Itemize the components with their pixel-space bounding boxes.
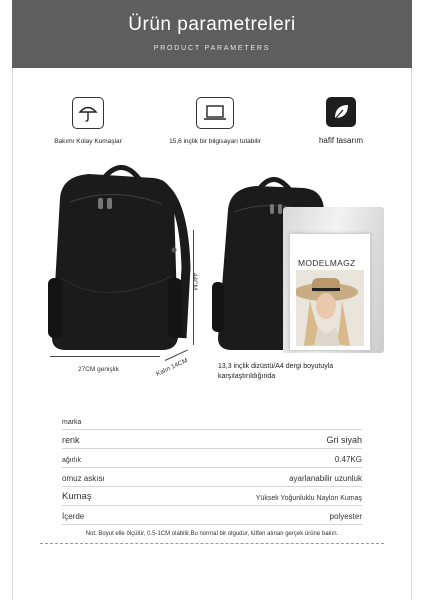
feature-label: 15,6 inçlik bir bilgisayarı tutabilir [169, 138, 261, 145]
spec-key: renk [62, 435, 80, 445]
feature-laptop [150, 97, 280, 145]
frame-border-right [411, 68, 412, 600]
magazine-image [289, 233, 371, 351]
magazine-cover-photo [296, 270, 364, 346]
leaf-icon [326, 97, 356, 127]
backpack-front-image [44, 158, 194, 358]
feature-label: hafif tasarım [318, 136, 363, 145]
feature-easy-care [46, 97, 130, 145]
depth-dimension-label: Kalın 14CM [155, 357, 189, 378]
magazine-comparison-caption: 13,3 inçlik dizüstü/A4 dergi boyutuyla karşılaştırıldığında [218, 363, 334, 380]
umbrella-icon [72, 97, 104, 129]
spec-key: İçerde [62, 512, 85, 521]
width-dimension-label: 27CM genişlik [78, 366, 119, 373]
page-title: Ürün parametreleri [128, 14, 296, 35]
spec-row-color [62, 429, 362, 449]
height-dimension-label: 44CM [191, 272, 199, 291]
spec-value: 0.47KG [334, 455, 362, 464]
magazine-title: MODELMAGZ [298, 258, 356, 268]
spec-value: ayarlanabilir uzunluk [289, 474, 362, 483]
feature-lightweight [306, 97, 376, 145]
width-dimension-line [50, 356, 160, 357]
feature-label: Bakımı Kolay Kumaşlar [54, 138, 122, 145]
page-subtitle: PRODUCT PARAMETERS [153, 45, 271, 52]
spec-value: Gri siyah [326, 435, 362, 445]
spec-row-brand [62, 410, 362, 430]
spec-key: ağırlık [62, 457, 82, 464]
spec-row-lining [62, 505, 362, 525]
spec-row-strap [62, 467, 362, 487]
measurement-note: Not: Boyut elle ölçülür, 0.5-1CM olabilir.Bu normal bir olgudur, lütfen alınan gerçek ürüne bakın. [40, 529, 384, 544]
spec-value: Yüksek Yoğunluklu Naylon Kumaş [255, 495, 362, 502]
header-banner [12, 0, 412, 68]
frame-border-left [12, 68, 13, 600]
spec-key: omuz askısı [62, 474, 105, 483]
spec-key: marka [62, 419, 82, 426]
spec-row-fabric [62, 486, 362, 506]
spec-key: Kumaş [62, 491, 92, 502]
laptop-icon [196, 97, 234, 129]
spec-value: polyester [329, 512, 362, 521]
spec-row-weight [62, 448, 362, 468]
